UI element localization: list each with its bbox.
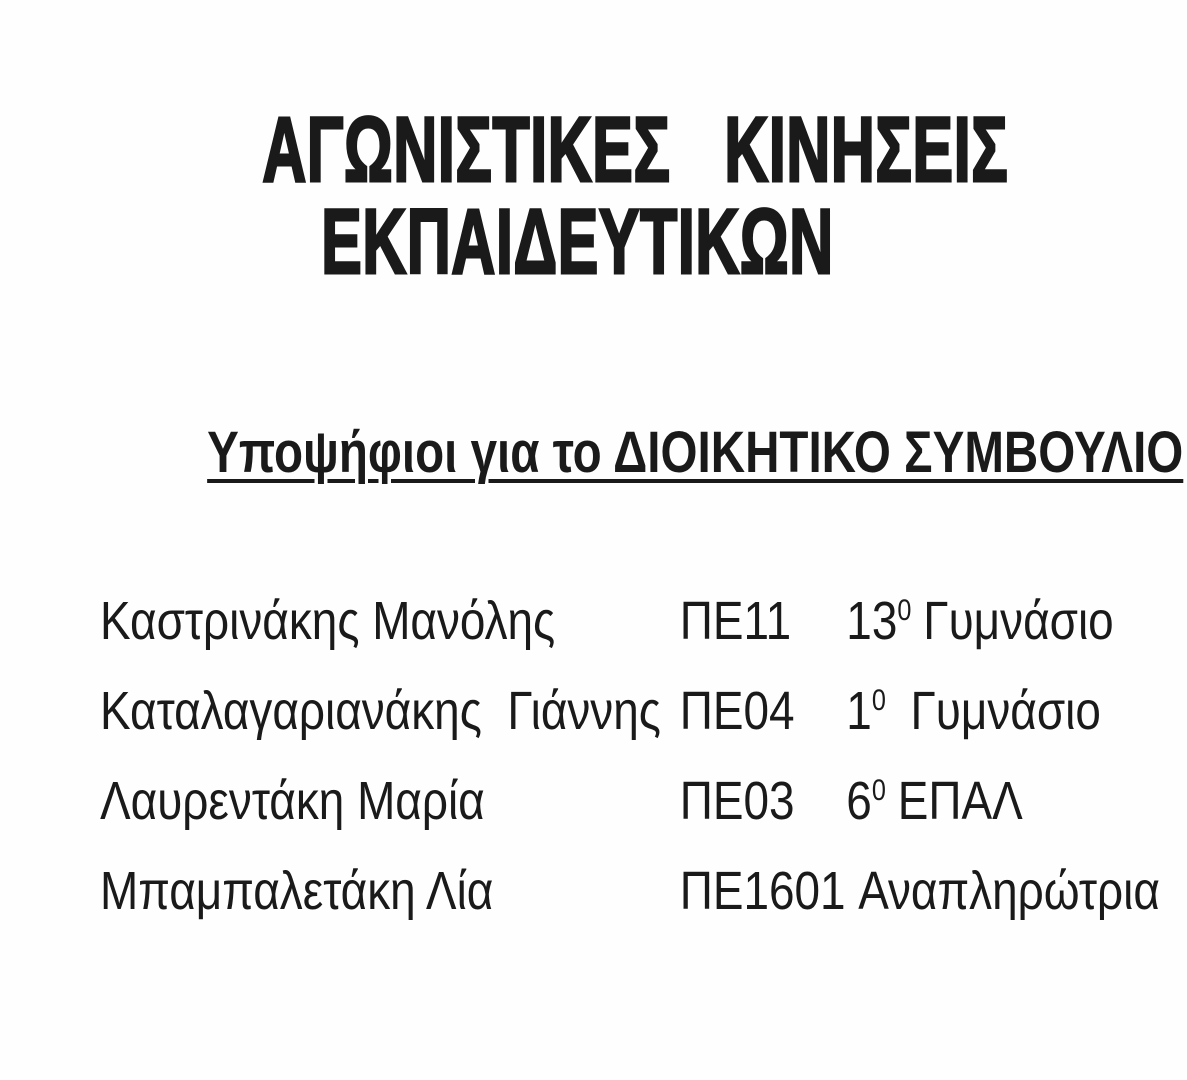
school-ordinal: 1: [846, 681, 872, 741]
school-name: Γυμνάσιο: [923, 591, 1114, 651]
subtitle-wrap: [100, 420, 1184, 485]
document-content: [100, 0, 1184, 936]
specialty-code: ΠΕ1601: [679, 861, 846, 921]
school-ordinal-superscript: 0: [897, 594, 912, 627]
specialty-code: ΠΕ04: [679, 681, 795, 741]
school-ordinal-superscript: 0: [871, 684, 886, 717]
school-ordinal: 6: [846, 771, 872, 831]
candidate-row: [100, 576, 1114, 666]
candidates-list: [100, 576, 1160, 936]
candidate-row: [100, 666, 1101, 756]
subtitle: Υποψήφιοι για το ΔΙΟΙΚΗΤΙΚΟ ΣΥΜΒΟΥΛΙΟ: [207, 420, 1184, 485]
candidate-row: [100, 846, 1160, 936]
candidate-row: [100, 756, 1086, 846]
specialty-code: ΠΕ11: [679, 591, 792, 651]
candidate-name: Καστρινάκης Μανόλης: [100, 591, 556, 651]
school-ordinal: 13: [846, 591, 898, 651]
school-name: Γυμνάσιο: [897, 681, 1101, 741]
candidate-name: Λαυρεντάκη Μαρία: [100, 771, 485, 831]
document-title: [100, 99, 1055, 293]
school-cell: [846, 756, 1023, 846]
school-cell: [846, 666, 1101, 756]
school-cell: [846, 846, 1160, 936]
school-name: Αναπληρώτρια: [858, 861, 1160, 921]
candidate-name: Μπαμπαλετάκη Λία: [100, 861, 494, 921]
candidate-name: Καταλαγαριανάκης Γιάννης: [100, 681, 661, 741]
title-line-1: ΑΓΩΝΙΣΤΙΚΕΣ ΚΙΝΗΣΕΙΣ: [262, 99, 1009, 201]
school-ordinal-superscript: 0: [871, 774, 886, 807]
school-name: ΕΠΑΛ: [897, 771, 1023, 831]
school-cell: [846, 576, 1113, 666]
title-line-2: ΕΚΠΑΙΔΕΥΤΙΚΩΝ: [321, 191, 834, 293]
specialty-code: ΠΕ03: [679, 771, 795, 831]
